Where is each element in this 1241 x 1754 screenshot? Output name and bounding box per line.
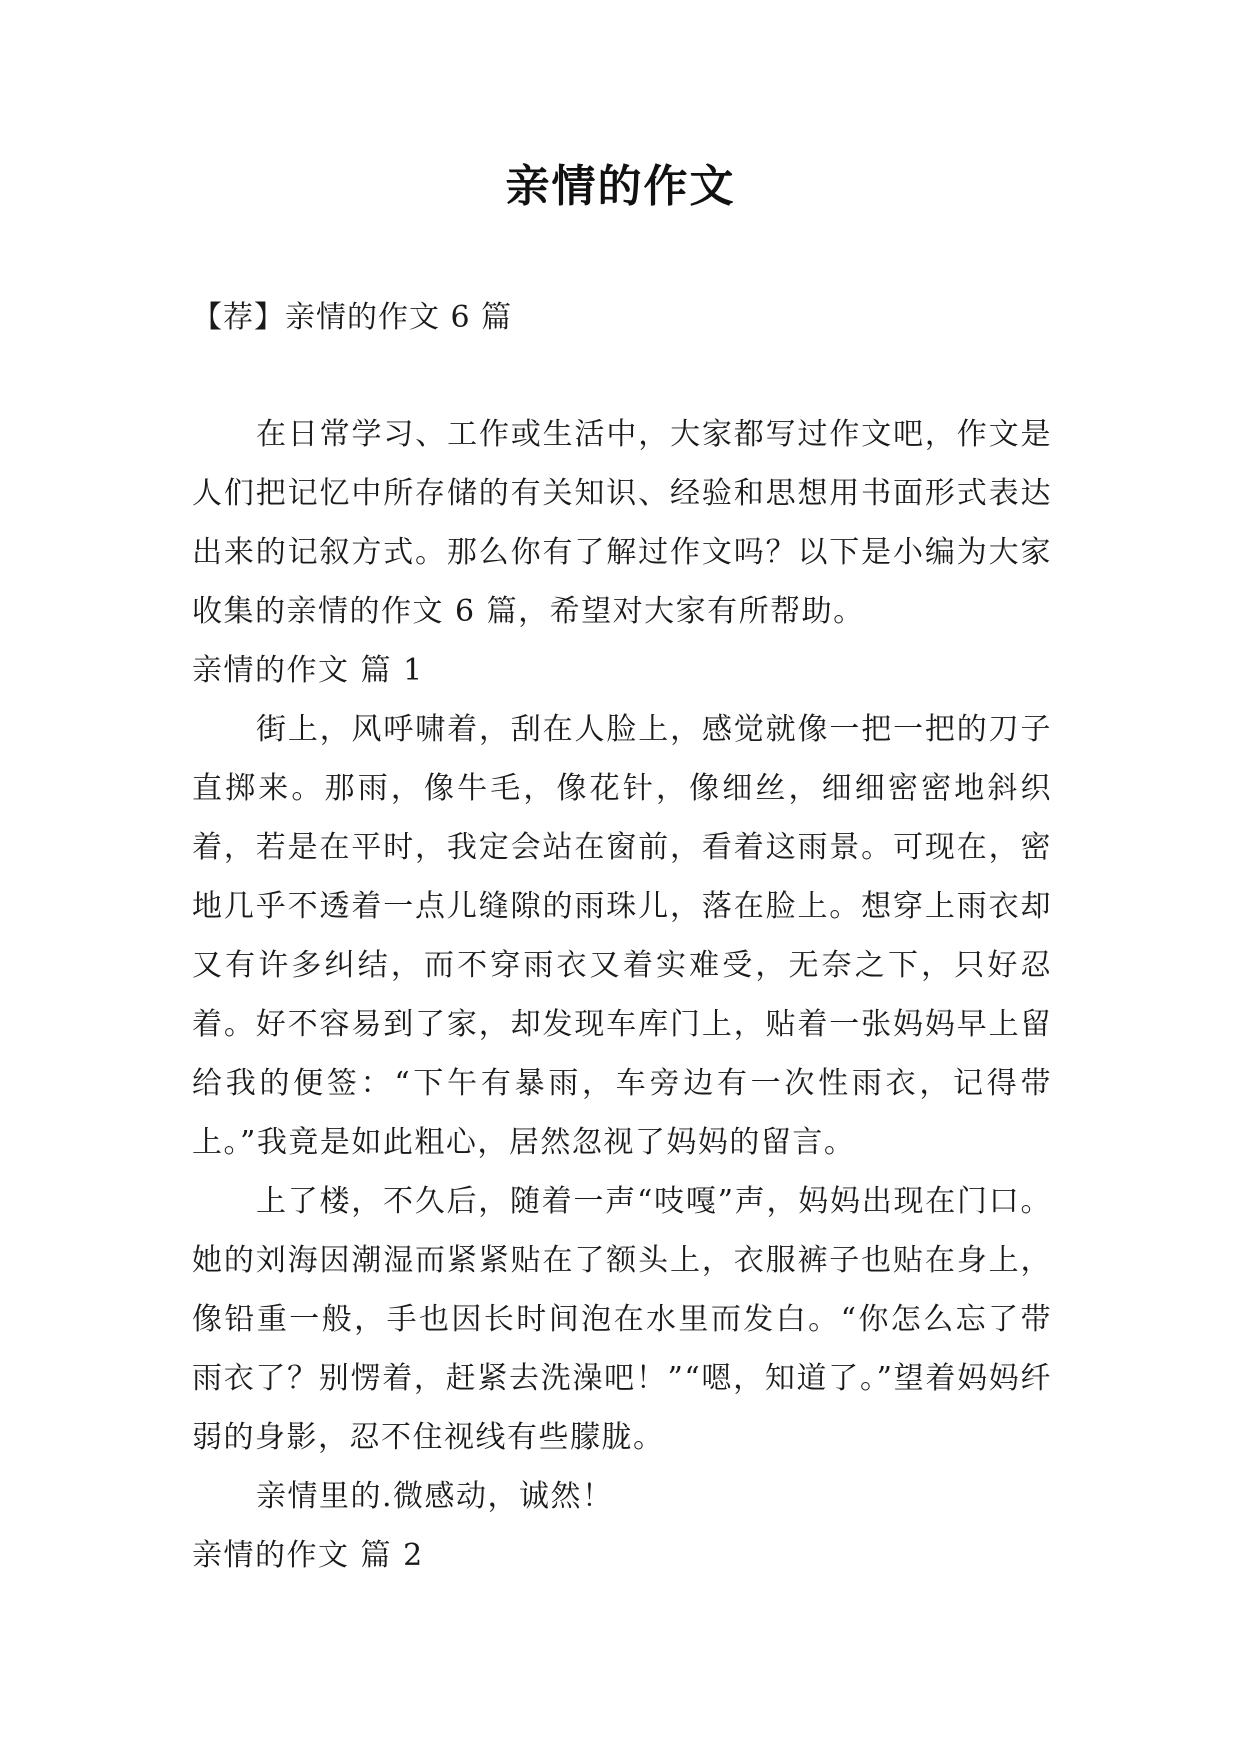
section-heading-1: 亲情的作文 篇 1 [192,653,424,688]
document-body [192,405,1052,1585]
section-heading-2: 亲情的作文 篇 2 [192,1538,424,1573]
document-title: 亲情的作文 [505,161,736,212]
section-1-paragraph-2: 上了楼，不久后，随着一声“吱嘎”声，妈妈出现在门口。她的刘海因潮湿而紧紧贴在了额头上，衣服裤子也贴在身上，像铅重一般，手也因长时间泡在水里而发白。“你怎么忘了带雨衣了？别愣着，赶紧去洗澡吧！”“嗯，知道了。”望着妈妈纤弱的身影，忍不住视线有些朦胧。 [192,1184,1052,1455]
section-1-paragraph-1: 街上，风呼啸着，刮在人脸上，感觉就像一把一把的刀子直掷来。那雨，像牛毛，像花针，像细丝，细细密密地斜织着，若是在平时，我定会站在窗前，看着这雨景。可现在，密地几乎不透着一点儿缝隙的雨珠儿，落在脸上。想穿上雨衣却又有许多纠结，而不穿雨衣又着实难受，无奈之下，只好忍着。好不容易到了家，却发现车库门上，贴着一张妈妈早上留给我的便签：“下午有暴雨，车旁边有一次性雨衣，记得带上。”我竟是如此粗心，居然忽视了妈妈的留言。 [192,712,1052,1160]
document-subtitle: 【荐】亲情的作文 6 篇 [192,300,513,335]
intro-paragraph: 在日常学习、工作或生活中，大家都写过作文吧，作文是人们把记忆中所存储的有关知识、经验和思想用书面形式表达出来的记叙方式。那么你有了解过作文吗？以下是小编为大家收集的亲情的作文 6 篇，希望对大家有所帮助。 [192,417,1052,629]
section-1-paragraph-3: 亲情里的.微感动，诚然！ [256,1479,614,1514]
